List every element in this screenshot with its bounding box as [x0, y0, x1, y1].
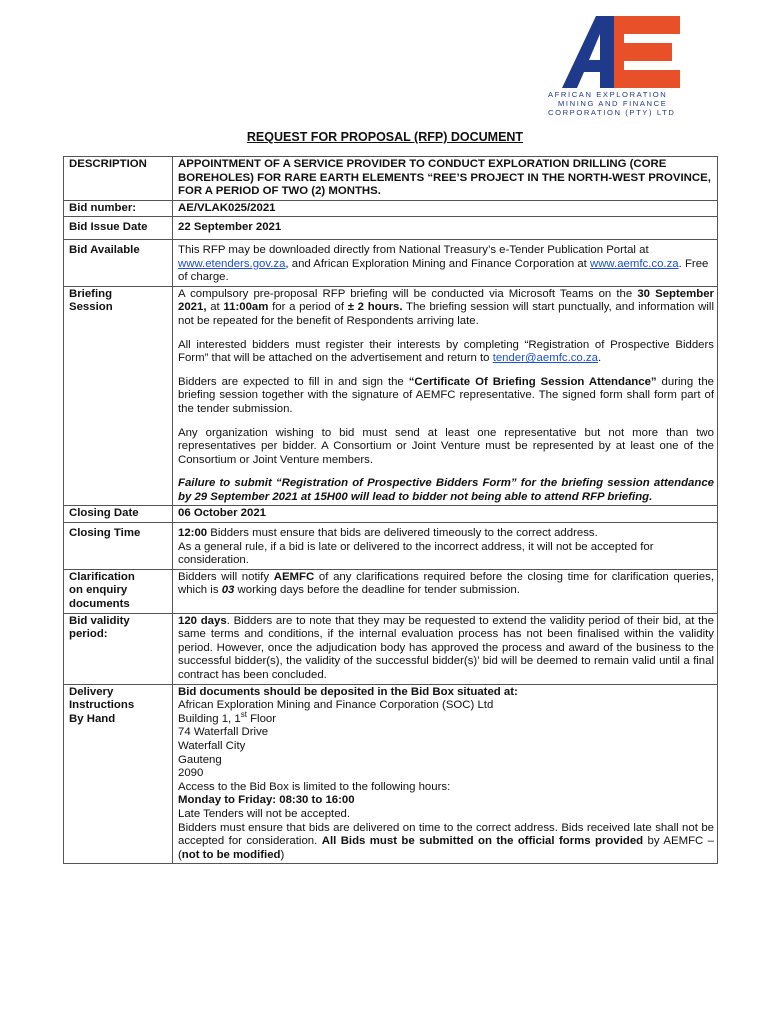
row-bid-validity: [64, 613, 718, 684]
row-delivery: [64, 684, 718, 864]
logo-line-2: MINING AND FINANCE: [558, 99, 668, 108]
row-description: [64, 157, 718, 201]
address-line-6: 2090: [178, 767, 204, 780]
description-value: APPOINTMENT OF A SERVICE PROVIDER TO CONDUCT EXPLORATION DRILLING (CORE BOREHOLES) FOR RARE EARTH ELEMENTS “REE’S PROJECT IN THE NORTH-WEST PROVINCE, FOR A PERIOD OF TWO (2) MONTHS.: [173, 157, 718, 201]
briefing-paragraph-5: Failure to submit “Registration of Prospective Bidders Form” for the briefing session attendance by 29 September 2021 at 15H00 will lead to bidder not being able to attend RFP briefing.: [178, 477, 714, 503]
row-clarification: [64, 569, 718, 613]
late-tenders-note: Late Tenders will not be accepted.: [178, 807, 351, 820]
clarification-value: Bidders will notify AEMFC of any clarifications required before the closing time for clarification queries, which is 03 working days before the deadline for tender submission.: [173, 569, 718, 613]
bid-number-label: Bid number:: [64, 200, 173, 217]
tender-email-link[interactable]: tender@aemfc.co.za: [492, 352, 598, 365]
logo-line-1: AFRICAN EXPLORATION: [548, 90, 668, 99]
logo-line-3: CORPORATION (PTY) LTD: [548, 108, 676, 117]
bid-issue-date-value: 22 September 2021: [173, 217, 718, 240]
bid-available-label: Bid Available: [64, 239, 173, 286]
bid-validity-value: 120 days. Bidders are to note that they may be requested to extend the validity period of their bid, at the same terms and conditions, if the internal evaluation process has not been finalised within the validity period. However, once the adjudication body has approved the process and award of the business to the successful bidder(s), the validity of the successful bidder(s)’ bid will be deemed to remain valid until a final contract has been concluded.: [173, 613, 718, 684]
briefing-paragraph-1: A compulsory pre-proposal RFP briefing will be conducted via Microsoft Teams on the 30 September 2021, at 11:00am for a period of ± 2 hours. The briefing session will start punctually, and information will not be repeated for the benefit of Respondents arriving late.: [178, 287, 714, 327]
bid-issue-date-label: Bid Issue Date: [64, 217, 173, 240]
document-title: REQUEST FOR PROPOSAL (RFP) DOCUMENT: [246, 130, 524, 144]
row-bid-number: [64, 200, 718, 217]
row-closing-time: [64, 523, 718, 570]
address-line-1: African Exploration Mining and Finance Corporation (SOC) Ltd: [178, 699, 494, 712]
bid-available-text-2: , and African Exploration Mining and Finance Corporation at: [285, 257, 590, 270]
closing-date-value: 06 October 2021: [173, 506, 718, 523]
closing-date-label: Closing Date: [64, 506, 173, 523]
company-logo: [548, 16, 698, 117]
briefing-paragraph-2: All interested bidders must register their interests by completing “Registration of Prospective Bidders Form” that will be attached on the advertisement and return to tender@aemfc.co.za.: [178, 338, 714, 365]
description-label: DESCRIPTION: [64, 157, 173, 201]
address-line-4: Waterfall City: [178, 739, 246, 752]
delivery-label: Delivery Instructions By Hand: [64, 684, 173, 864]
briefing-paragraph-4: Any organization wishing to bid must send at least one representative but not more than two representatives per bidder. A Consortium or Joint Venture must be represented by at least one of the Consortium or Joint Venture members.: [178, 426, 714, 466]
ae-logo-mark-icon: [562, 16, 682, 88]
rfp-details-table: [63, 156, 718, 864]
row-briefing-session: [64, 286, 718, 506]
briefing-session-value: [173, 286, 718, 506]
logo-company-name: [548, 90, 698, 117]
row-bid-available: [64, 239, 718, 286]
closing-time-label: Closing Time: [64, 523, 173, 570]
delivery-final-note: Bidders must ensure that bids are delivered on time to the correct address. Bids received late shall not be accepted for consideration. All Bids must be submitted on the official forms provided by AEMFC – (not to be modified): [178, 821, 715, 861]
address-line-3: 74 Waterfall Drive: [178, 726, 269, 739]
access-text: Access to the Bid Box is limited to the following hours:: [178, 780, 451, 793]
delivery-heading: Bid documents should be deposited in the Bid Box situated at:: [178, 685, 518, 698]
delivery-value: [173, 684, 718, 864]
briefing-label-line-1: Briefing: [69, 287, 113, 300]
closing-time-value: 12:00 Bidders must ensure that bids are delivered timeously to the correct address. As a general rule, if a bid is late or delivered to the incorrect address, it will not be accepted for consideration.: [173, 523, 718, 570]
aemfc-website-link[interactable]: www.aemfc.co.za: [589, 257, 679, 270]
address-line-2: Building 1, 1st Floor: [178, 709, 277, 725]
access-hours: Monday to Friday: 08:30 to 16:00: [178, 794, 355, 807]
briefing-paragraph-3: Bidders are expected to fill in and sign the “Certificate Of Briefing Session Attendance” during the briefing session together with the signature of AEMFC representative. The signed form shall form part of the tender submission.: [178, 375, 715, 415]
bid-available-value: [173, 239, 718, 286]
etenders-link[interactable]: www.etenders.gov.za: [178, 257, 286, 270]
address-line-5: Gauteng: [178, 753, 222, 766]
row-bid-issue-date: [64, 217, 718, 240]
row-closing-date: [64, 506, 718, 523]
bid-validity-label: Bid validity period:: [64, 613, 173, 684]
briefing-session-label: [64, 286, 173, 506]
bid-available-text-3: . Free of charge.: [178, 257, 709, 284]
clarification-label: Clarification on enquiry documents: [64, 569, 173, 613]
bid-available-text-1: This RFP may be downloaded directly from National Treasury’s e-Tender Publication Portal at: [178, 243, 649, 256]
briefing-label-line-2: Session: [69, 301, 113, 314]
bid-number-value: AE/VLAK025/2021: [173, 200, 718, 217]
